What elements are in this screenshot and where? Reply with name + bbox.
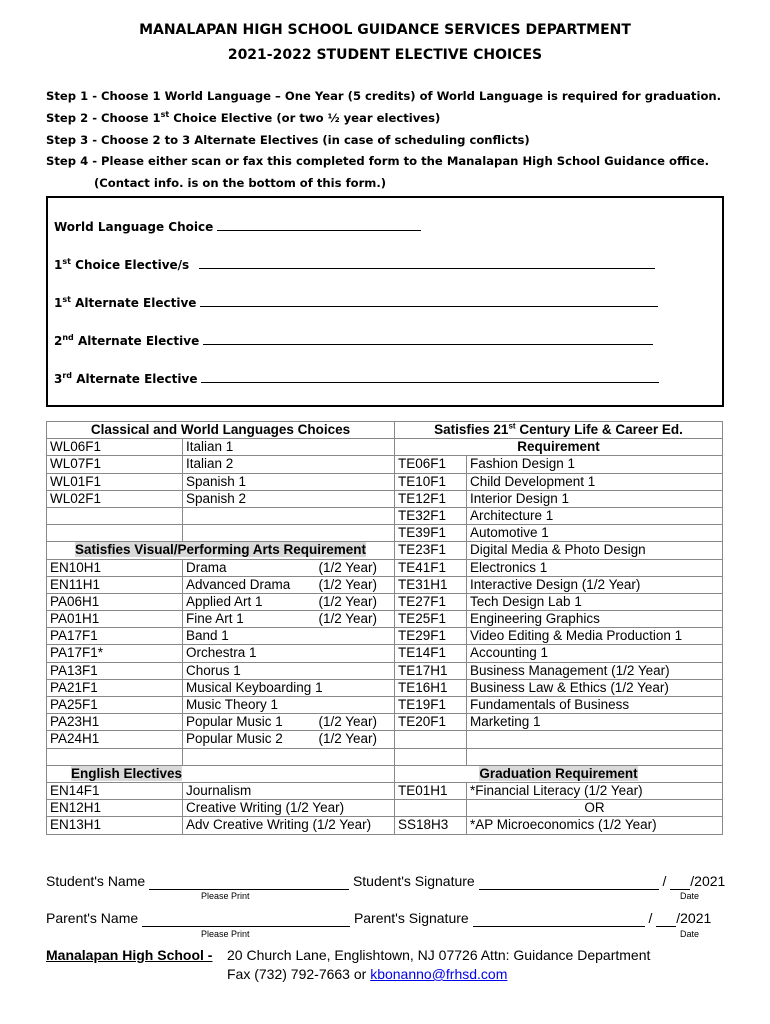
right-course-code: TE06F1	[395, 456, 467, 473]
right-blank-cell	[467, 731, 723, 748]
date-note-2: Date	[680, 929, 700, 939]
left-course-code: PA17F1	[47, 628, 183, 645]
world-language-label: World Language Choice	[54, 220, 214, 234]
third-alternate-ordinal: 3	[54, 372, 63, 386]
right-course-name-cell	[467, 576, 723, 593]
right-course-code: TE27F1	[395, 593, 467, 610]
right-section-header: Graduation Requirement	[479, 765, 638, 781]
left-course-name-cell	[183, 679, 395, 696]
student-name-field[interactable]	[149, 873, 349, 890]
right-course-code: TE23F1	[395, 542, 467, 559]
table-row	[47, 611, 723, 628]
right-course-name-cell	[467, 525, 723, 542]
world-language-field[interactable]	[217, 218, 421, 231]
left-course-code: PA17F1*	[47, 645, 183, 662]
right-section-header-cell	[395, 765, 723, 782]
form-title: MANALAPAN HIGH SCHOOL GUIDANCE SERVICES DEPARTMENT	[139, 22, 631, 38]
table-row	[47, 473, 723, 490]
right-course-code: TE16H1	[395, 679, 467, 696]
table-row	[47, 593, 723, 610]
right-course-code: TE17H1	[395, 662, 467, 679]
left-course-name-cell	[183, 456, 395, 473]
left-course-code: WL07F1	[47, 456, 183, 473]
left-course-code: PA23H1	[47, 714, 183, 731]
left-course-name: Popular Music 2	[186, 731, 283, 747]
left-course-term: (1/2 Year)	[318, 611, 377, 627]
right-course-code: TE29F1	[395, 628, 467, 645]
step-2: Step 2 - Choose 1st Choice Elective (or two ½ year electives)	[46, 109, 441, 125]
left-course-name-cell	[183, 662, 395, 679]
parent-date-slash: /	[648, 910, 653, 926]
table-row	[47, 748, 723, 765]
left-blank-cell	[183, 748, 395, 765]
left-course-code: EN10H1	[47, 559, 183, 576]
table-row	[47, 507, 723, 524]
table-row	[47, 782, 723, 799]
left-course-code: PA24H1	[47, 731, 183, 748]
fax-number: Fax (732) 792-7663 or	[227, 966, 371, 982]
left-course-name: Journalism	[186, 782, 252, 798]
right-course-name-cell	[467, 782, 723, 799]
first-alternate-label: Alternate Elective	[75, 296, 197, 310]
student-name-label: Student's Name	[46, 873, 146, 889]
right-course-name: OR	[584, 800, 605, 816]
table-row	[47, 525, 723, 542]
first-alternate-row	[54, 294, 658, 310]
left-course-code: PA25F1	[47, 697, 183, 714]
third-alternate-field[interactable]	[201, 370, 659, 383]
table-row	[47, 697, 723, 714]
first-alternate-ordinal-sup: st	[62, 295, 71, 304]
left-course-term: (1/2 Year)	[318, 731, 377, 747]
right-course-name: Interactive Design (1/2 Year)	[470, 576, 641, 592]
table-row	[47, 662, 723, 679]
left-course-name-cell	[183, 473, 395, 490]
world-language-row	[54, 218, 421, 234]
left-course-term: (1/2 Year)	[318, 714, 377, 730]
right-course-name: Tech Design Lab 1	[470, 593, 582, 609]
step-3: Step 3 - Choose 2 to 3 Alternate Electives (in case of scheduling conflicts)	[46, 132, 530, 147]
right-course-code: TE25F1	[395, 611, 467, 628]
second-alternate-label: Alternate Elective	[77, 334, 200, 348]
fax-line	[227, 966, 507, 982]
left-course-name: Spanish 2	[186, 490, 247, 506]
table-row	[47, 731, 723, 748]
left-blank-cell	[47, 748, 183, 765]
left-course-code: EN14F1	[47, 782, 183, 799]
first-choice-label: Choice Elective/s	[75, 258, 190, 272]
step-4: Step 4 - Please either scan or fax this completed form to the Manalapan High School Guidance office.	[46, 154, 710, 169]
third-alternate-ordinal-sup: rd	[62, 371, 73, 380]
left-course-name: Advanced Drama	[186, 576, 291, 592]
student-date-slash: /	[662, 873, 667, 889]
right-blank-cell	[395, 748, 467, 765]
right-course-name: Fashion Design 1	[470, 456, 576, 472]
left-course-code: WL02F1	[47, 490, 183, 507]
left-course-code: WL01F1	[47, 473, 183, 490]
table-row	[47, 817, 723, 834]
school-name: Manalapan High School -	[46, 947, 213, 963]
second-alternate-ordinal: 2	[54, 334, 63, 348]
left-course-name-cell	[183, 576, 395, 593]
left-course-name: Spanish 1	[186, 473, 247, 489]
left-course-name: Musical Keyboarding 1	[186, 679, 323, 695]
parent-date-year: /2021	[676, 910, 712, 926]
left-blank-cell	[183, 525, 395, 542]
right-course-name-cell	[467, 559, 723, 576]
please-print-note-1: Please Print	[201, 891, 250, 901]
right-course-name-cell	[467, 611, 723, 628]
parent-name-field[interactable]	[142, 910, 350, 927]
right-course-name-cell	[467, 714, 723, 731]
left-course-name: Orchestra 1	[186, 645, 257, 661]
student-signature-label: Student's Signature	[352, 873, 475, 889]
right-course-name: *Financial Literacy (1/2 Year)	[470, 782, 643, 798]
left-blank-cell	[47, 507, 183, 524]
left-course-name: Chorus 1	[186, 662, 241, 678]
right-course-name-cell	[467, 473, 723, 490]
right-course-name: Electronics 1	[470, 559, 548, 575]
right-course-code: TE32F1	[395, 507, 467, 524]
student-date-year: /2021	[690, 873, 726, 889]
table-row	[47, 559, 723, 576]
right-course-name-cell	[467, 662, 723, 679]
left-course-name: Italian 2	[186, 456, 234, 472]
left-course-name: Applied Art 1	[186, 593, 263, 609]
table-row	[47, 628, 723, 645]
right-course-code	[395, 800, 467, 817]
left-course-name-cell	[183, 800, 395, 817]
school-address: 20 Church Lane, Englishtown, NJ 07726 Attn: Guidance Department	[227, 947, 651, 963]
left-course-name: Creative Writing (1/2 Year)	[186, 800, 345, 816]
email-link[interactable]: kbonanno@frhsd.com	[370, 966, 508, 982]
form-subtitle: 2021-2022 STUDENT ELECTIVE CHOICES	[227, 47, 543, 63]
first-choice-ordinal: 1	[54, 258, 63, 272]
right-course-name-cell	[467, 507, 723, 524]
right-course-name-cell	[467, 697, 723, 714]
right-course-code: TE31H1	[395, 576, 467, 593]
left-course-name-cell	[183, 593, 395, 610]
left-course-name: Band 1	[186, 628, 229, 644]
date-note-1: Date	[680, 891, 700, 901]
left-course-name-cell	[183, 714, 395, 731]
table-row	[47, 714, 723, 731]
right-course-name: Child Development 1	[470, 473, 596, 489]
left-course-name-cell	[183, 817, 395, 834]
right-course-name-cell	[467, 628, 723, 645]
right-course-name: Engineering Graphics	[470, 611, 600, 627]
left-course-name-cell	[183, 439, 395, 456]
left-course-name-cell	[183, 731, 395, 748]
second-alternate-field[interactable]	[203, 332, 653, 345]
right-course-code: TE01H1	[395, 782, 467, 799]
right-course-code: TE19F1	[395, 697, 467, 714]
student-signature-field[interactable]	[479, 873, 659, 890]
right-course-name: Video Editing & Media Production 1	[470, 628, 683, 644]
career-header-part-c: Requirement	[517, 439, 600, 455]
career-section-header	[395, 422, 723, 439]
first-choice-field[interactable]	[199, 256, 655, 269]
second-alternate-row	[54, 332, 653, 348]
right-course-name: Business Law & Ethics (1/2 Year)	[470, 679, 669, 695]
step-4-note: (Contact info. is on the bottom of this form.)	[94, 176, 387, 191]
right-course-name: Architecture 1	[470, 507, 554, 523]
left-section-header-cell	[47, 765, 395, 782]
left-blank-cell	[47, 525, 183, 542]
left-course-name: Popular Music 1	[186, 714, 283, 730]
left-course-code: EN13H1	[47, 817, 183, 834]
left-course-name: Fine Art 1	[186, 611, 244, 627]
right-course-code: TE39F1	[395, 525, 467, 542]
left-section-header: Classical and World Languages Choices	[90, 422, 351, 437]
right-course-code: TE12F1	[395, 490, 467, 507]
first-alternate-ordinal: 1	[54, 296, 63, 310]
left-course-name-cell	[183, 611, 395, 628]
career-header-part-b: Century Life & Career Ed.	[515, 422, 683, 437]
table-row	[47, 576, 723, 593]
left-course-code: EN12H1	[47, 800, 183, 817]
right-course-name: Interior Design 1	[470, 490, 570, 506]
table-row	[47, 439, 723, 456]
parent-date-field[interactable]	[656, 910, 676, 927]
second-alternate-ordinal-sup: nd	[62, 333, 74, 342]
left-course-name-cell	[183, 490, 395, 507]
right-course-name: Fundamentals of Business	[470, 697, 630, 712]
left-course-name-cell	[183, 782, 395, 799]
left-course-term: (1/2 Year)	[318, 593, 377, 609]
first-choice-ordinal-sup: st	[62, 257, 71, 266]
left-course-code: WL06F1	[47, 439, 183, 456]
left-section-header: English Electives	[71, 765, 183, 781]
left-course-name-cell	[183, 628, 395, 645]
left-blank-cell	[183, 507, 395, 524]
left-course-name: Drama	[186, 559, 227, 575]
right-course-code: TE14F1	[395, 645, 467, 662]
left-section-header-cell	[47, 542, 395, 559]
parent-name-row	[46, 910, 711, 927]
right-course-code: TE20F1	[395, 714, 467, 731]
left-course-code: PA21F1	[47, 679, 183, 696]
right-course-name: *AP Microeconomics (1/2 Year)	[470, 817, 657, 833]
third-alternate-row	[54, 370, 659, 386]
right-blank-cell	[395, 731, 467, 748]
left-course-code: EN11H1	[47, 576, 183, 593]
left-section-header: Satisfies Visual/Performing Arts Requirement	[74, 542, 367, 558]
please-print-note-2: Please Print	[201, 929, 250, 939]
left-course-code: PA13F1	[47, 662, 183, 679]
course-table	[46, 421, 723, 835]
left-course-name: Adv Creative Writing (1/2 Year)	[186, 817, 372, 833]
table-row	[47, 645, 723, 662]
right-course-name-cell	[467, 542, 723, 559]
right-course-name-cell	[467, 645, 723, 662]
parent-name-label: Parent's Name	[46, 910, 139, 926]
left-course-name: Italian 1	[186, 439, 234, 455]
table-row	[47, 422, 723, 439]
right-blank-cell	[467, 748, 723, 765]
left-course-term: (1/2 Year)	[318, 559, 377, 575]
career-header-part-a: Satisfies 21	[434, 422, 509, 437]
table-row	[47, 542, 723, 559]
left-course-name-cell	[183, 559, 395, 576]
right-course-name-cell	[467, 800, 723, 817]
left-course-name: Music Theory 1	[186, 697, 279, 712]
right-course-name: Automotive 1	[470, 525, 549, 541]
left-course-code: PA06H1	[47, 593, 183, 610]
instructions	[46, 86, 721, 195]
left-course-term: (1/2 Year)	[318, 576, 377, 592]
right-course-name: Marketing 1	[470, 714, 541, 730]
student-name-row	[46, 873, 725, 890]
right-course-name: Business Management (1/2 Year)	[470, 662, 670, 678]
first-choice-row	[54, 256, 655, 272]
right-course-code: TE10F1	[395, 473, 467, 490]
table-row	[47, 679, 723, 696]
left-course-name-cell	[183, 645, 395, 662]
student-date-field[interactable]	[670, 873, 690, 890]
right-course-name-cell	[467, 679, 723, 696]
right-course-code: SS18H3	[395, 817, 467, 834]
table-row	[47, 800, 723, 817]
career-header-sup: st	[508, 421, 516, 431]
career-section-header-2	[395, 439, 723, 456]
right-course-name-cell	[467, 456, 723, 473]
right-course-name-cell	[467, 490, 723, 507]
table-row	[47, 456, 723, 473]
choices-box	[46, 196, 724, 407]
parent-signature-field[interactable]	[473, 910, 645, 927]
first-alternate-field[interactable]	[200, 294, 658, 307]
table-row	[47, 490, 723, 507]
right-course-name-cell	[467, 593, 723, 610]
right-course-name-cell	[467, 817, 723, 834]
left-course-code: PA01H1	[47, 611, 183, 628]
left-course-name-cell	[183, 697, 395, 714]
right-course-code: TE41F1	[395, 559, 467, 576]
step-1: Step 1 - Choose 1 World Language – One Year (5 credits) of World Language is required for graduation.	[46, 89, 722, 103]
table-row	[47, 765, 723, 782]
right-course-name: Accounting 1	[470, 645, 549, 661]
left-section-header-cell	[47, 422, 395, 439]
third-alternate-label: Alternate Elective	[76, 372, 198, 386]
parent-signature-label: Parent's Signature	[353, 910, 469, 926]
right-course-name: Digital Media & Photo Design	[470, 542, 646, 558]
